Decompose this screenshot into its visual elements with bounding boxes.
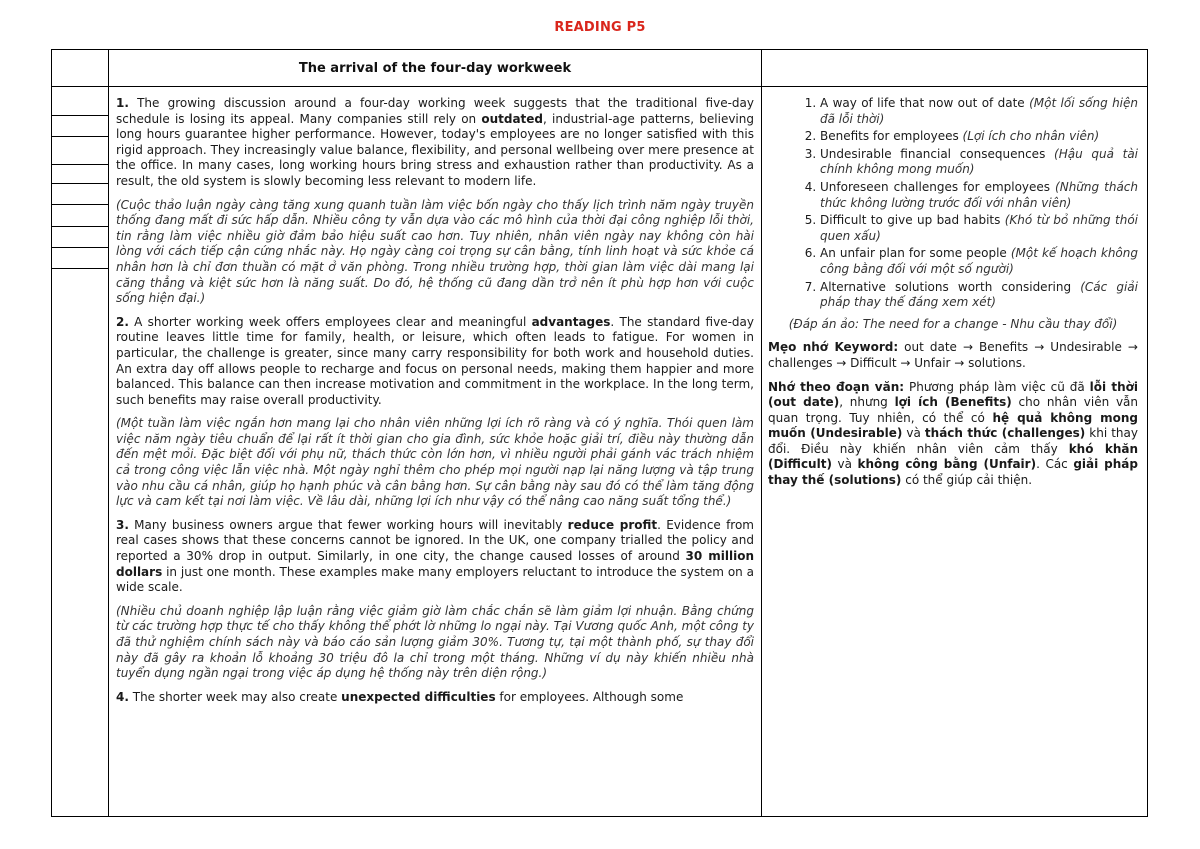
heading-english: Undesirable financial consequences bbox=[820, 146, 1055, 161]
paragraph-translation: (Nhiều chủ doanh nghiệp lập luận rằng việc giảm giờ làm chắc chắn sẽ làm giảm lợi nhuận. Bằng chứng từ các trường hợp thực tế cho thấy không thể phớt lờ những lo ngại này. Tại Vương quốc Anh, một công ty đã thử nghiệm chính sách này và báo cáo sản lượng giảm 30%. Tương tự, tại một thành phố, sự thay đổi này đã gây ra khoản lỗ khoảng 30 triệu đô la chỉ trong một tháng. Những ví dụ này khiến nhiều nhà tuyển dụng ngần ngại trong việc áp dụng hệ thống này trên diện rộng.) bbox=[116, 603, 754, 681]
paragraph-english bbox=[116, 518, 754, 596]
column-divider-right bbox=[761, 50, 762, 816]
keyword-bold: hệ quả không mong muốn (Undesirable) bbox=[768, 410, 1138, 441]
text-segment: Phương pháp làm việc cũ đã bbox=[904, 379, 1090, 394]
heading-option bbox=[820, 147, 1138, 178]
heading-translation: (Một kế hoạch không công bằng đối với một số người) bbox=[820, 246, 1138, 276]
keyword-bold: lợi ích (Benefits) bbox=[894, 395, 1012, 410]
text-segment: khi thay đổi. Điều này khiến nhân viên cảm thấy bbox=[768, 426, 1138, 456]
text-segment: , industrial-age patterns, believing long hours guarantee higher performance. However, today's employees are no longer satisfied with this rigid approach. They increasingly value balance, flexibility, and personal wellbeing over mere presence at the office. In many cases, long working hours bring stress and exhaustion rather than productivity. As a result, the old system is slowly becoming less relevant to modern life. bbox=[116, 111, 754, 188]
heading-translation: (Những thách thức không lường trước đối với nhân viên) bbox=[820, 179, 1138, 210]
heading-translation: (Lợi ích cho nhân viên) bbox=[962, 129, 1100, 144]
text-segment: . The standard five-day routine leaves little time for family, health, or leisure, which often leads to fatigue. For women in particular, the challenge is greater, since many carry responsibility for both work and household duties. An extra day off allows people to recharge and focus on personal needs, making them happier and more balanced. This balance can then increase motivation and commitment in the workplace. In the long term, such benefits may raise overall productivity. bbox=[116, 314, 754, 407]
heading-option bbox=[820, 246, 1138, 277]
text-segment: Many business owners argue that fewer working hours will inevitably bbox=[128, 517, 568, 532]
text-segment: . Evidence from real cases shows that these concerns cannot be ignored. In the UK, one company trialled the policy and reported a 30% drop in output. Similarly, in one city, the change caused losses of around bbox=[116, 517, 754, 564]
headings-panel bbox=[768, 96, 1138, 816]
heading-english: A way of life that now out of date bbox=[820, 96, 1030, 110]
paragraph-english bbox=[116, 690, 754, 706]
heading-translation: (Hậu quả tài chính không mong muốn) bbox=[820, 146, 1138, 177]
reading-table bbox=[51, 49, 1148, 817]
passage-title: The arrival of the four-day workweek bbox=[298, 60, 572, 76]
keyword-bold: thách thức (challenges) bbox=[924, 426, 1086, 441]
keyword-bold: không công bằng (Unfair) bbox=[857, 457, 1037, 472]
heading-option bbox=[820, 96, 1138, 127]
keyword-bold: unexpected difficulties bbox=[341, 689, 496, 704]
heading-option bbox=[820, 280, 1138, 311]
answer-box-divider bbox=[52, 226, 108, 227]
keyword-bold: giải pháp thay thế (solutions) bbox=[768, 457, 1138, 488]
heading-translation: (Các giải pháp thay thế đáng xem xét) bbox=[820, 279, 1138, 310]
text-segment: The growing discussion around a four-day working week suggests that the traditional five-day schedule is losing its appeal. Many companies still rely on bbox=[116, 96, 754, 126]
headings-list bbox=[768, 96, 1138, 311]
paragraph-number: 1. bbox=[116, 96, 129, 110]
keyword-bold: outdated bbox=[481, 111, 544, 126]
text-segment: for employees. Although some bbox=[495, 689, 684, 704]
page-title: READING P5 bbox=[554, 20, 646, 35]
text-segment: The shorter week may also create bbox=[128, 689, 342, 704]
distractor-note: (Đáp án ảo: The need for a change - Nhu cầu thay đổi) bbox=[788, 316, 1118, 331]
heading-english: An unfair plan for some people bbox=[820, 246, 1011, 261]
keyword-bold: reduce profit bbox=[567, 517, 658, 532]
keyword-tip-label: Mẹo nhớ Keyword: bbox=[768, 340, 899, 355]
keyword-tip-text: out date → Benefits → Undesirable → challenges → Difficult → Unfair → solutions. bbox=[768, 340, 1138, 370]
keyword-tip bbox=[768, 340, 1138, 371]
paragraph-translation: (Cuộc thảo luận ngày càng tăng xung quanh tuần làm việc bốn ngày cho thấy lịch trình năm ngày truyền thống đang mất đi sức hấp dẫn. Nhiều công ty vẫn dựa vào các mô hình của thời đại công nghiệp lỗi thời, tin rằng làm việc nhiều giờ đảm bảo hiệu suất cao hơn. Tuy nhiên, nhân viên ngày nay không còn hài lòng với cách tiếp cận cứng nhắc này. Họ ngày càng coi trọng sự cân bằng, tính linh hoạt và sức khỏe cá nhân hơn là chỉ đơn thuần có mặt ở văn phòng. Trong nhiều trường hợp, thời gian làm việc dài mang lại căng thẳng và kiệt sức hơn là năng suất. Do đó, hệ thống cũ đang dần trở nên ít phù hợp hơn với cuộc sống hiện đại.) bbox=[116, 197, 754, 306]
heading-translation: (Một lối sống hiện đã lỗi thời) bbox=[820, 96, 1138, 126]
text-segment: có thể giúp cải thiện. bbox=[901, 473, 1033, 488]
answer-box-divider bbox=[52, 183, 108, 184]
keyword-bold: Nhớ theo đoạn văn: bbox=[768, 379, 905, 394]
heading-english: Benefits for employees bbox=[820, 129, 963, 144]
paragraph-number: 3. bbox=[116, 517, 129, 532]
text-segment: và bbox=[902, 426, 925, 441]
answer-box-divider bbox=[52, 136, 108, 137]
heading-translation: (Khó từ bỏ những thói quen xấu) bbox=[820, 213, 1138, 243]
heading-option bbox=[820, 129, 1138, 145]
text-segment: . Các bbox=[1036, 457, 1074, 472]
heading-option bbox=[820, 180, 1138, 211]
keyword-bold: advantages bbox=[531, 314, 611, 329]
column-divider-left bbox=[108, 50, 109, 816]
paragraph-english bbox=[116, 315, 754, 409]
text-segment: cho nhân viên vẫn quan trọng. Tuy nhiên, có thể có bbox=[768, 395, 1138, 425]
passage-body bbox=[116, 96, 754, 816]
answer-box-divider bbox=[52, 164, 108, 165]
paragraph-translation: (Một tuần làm việc ngắn hơn mang lại cho nhân viên những lợi ích rõ ràng và có ý nghĩa. Thói quen làm việc năm ngày tiêu chuẩn để lại rất ít thời gian cho gia đình, sức khỏe hoặc giải trí, điều này thường dẫn đến mệt mỏi. Đặc biệt đối với phụ nữ, thách thức còn lớn hơn, vì nhiều người phải gánh vác trách nhiệm cả trong công việc lẫn việc nhà. Một ngày nghỉ thêm cho phép mọi người nạp lại năng lượng và tập trung vào nhu cầu cá nhân, giúp họ hạnh phúc và cân bằng hơn. Sự cân bằng này sau đó có thể làm tăng động lực và cam kết tại nơi làm việc. Về lâu dài, những lợi ích như vậy có thể nâng cao năng suất tổng thể.) bbox=[116, 416, 754, 509]
paragraph-number: 2. bbox=[116, 314, 129, 329]
heading-english: Alternative solutions worth considering bbox=[820, 279, 1081, 294]
paragraph-english bbox=[116, 96, 754, 190]
keyword-bold: khó khăn (Difficult) bbox=[768, 441, 1138, 472]
keyword-bold: lỗi thời (out date) bbox=[768, 379, 1138, 410]
heading-english: Difficult to give up bad habits bbox=[820, 213, 1005, 228]
heading-english: Unforeseen challenges for employees bbox=[820, 179, 1056, 194]
header-row-divider bbox=[52, 86, 1147, 87]
answer-box-divider bbox=[52, 247, 108, 248]
answer-box-divider bbox=[52, 115, 108, 116]
heading-option bbox=[820, 213, 1138, 244]
paragraph-number: 4. bbox=[116, 689, 129, 704]
text-segment: , nhưng bbox=[839, 395, 895, 410]
answer-box-divider bbox=[52, 268, 108, 269]
answer-box-divider bbox=[52, 204, 108, 205]
text-segment: và bbox=[831, 457, 858, 472]
paragraph-tip bbox=[768, 380, 1138, 489]
keyword-bold: 30 million dollars bbox=[116, 549, 754, 579]
text-segment: A shorter working week offers employees clear and meaningful bbox=[128, 314, 532, 329]
text-segment: in just one month. These examples make many employers reluctant to introduce the system on a wide scale. bbox=[116, 564, 754, 595]
